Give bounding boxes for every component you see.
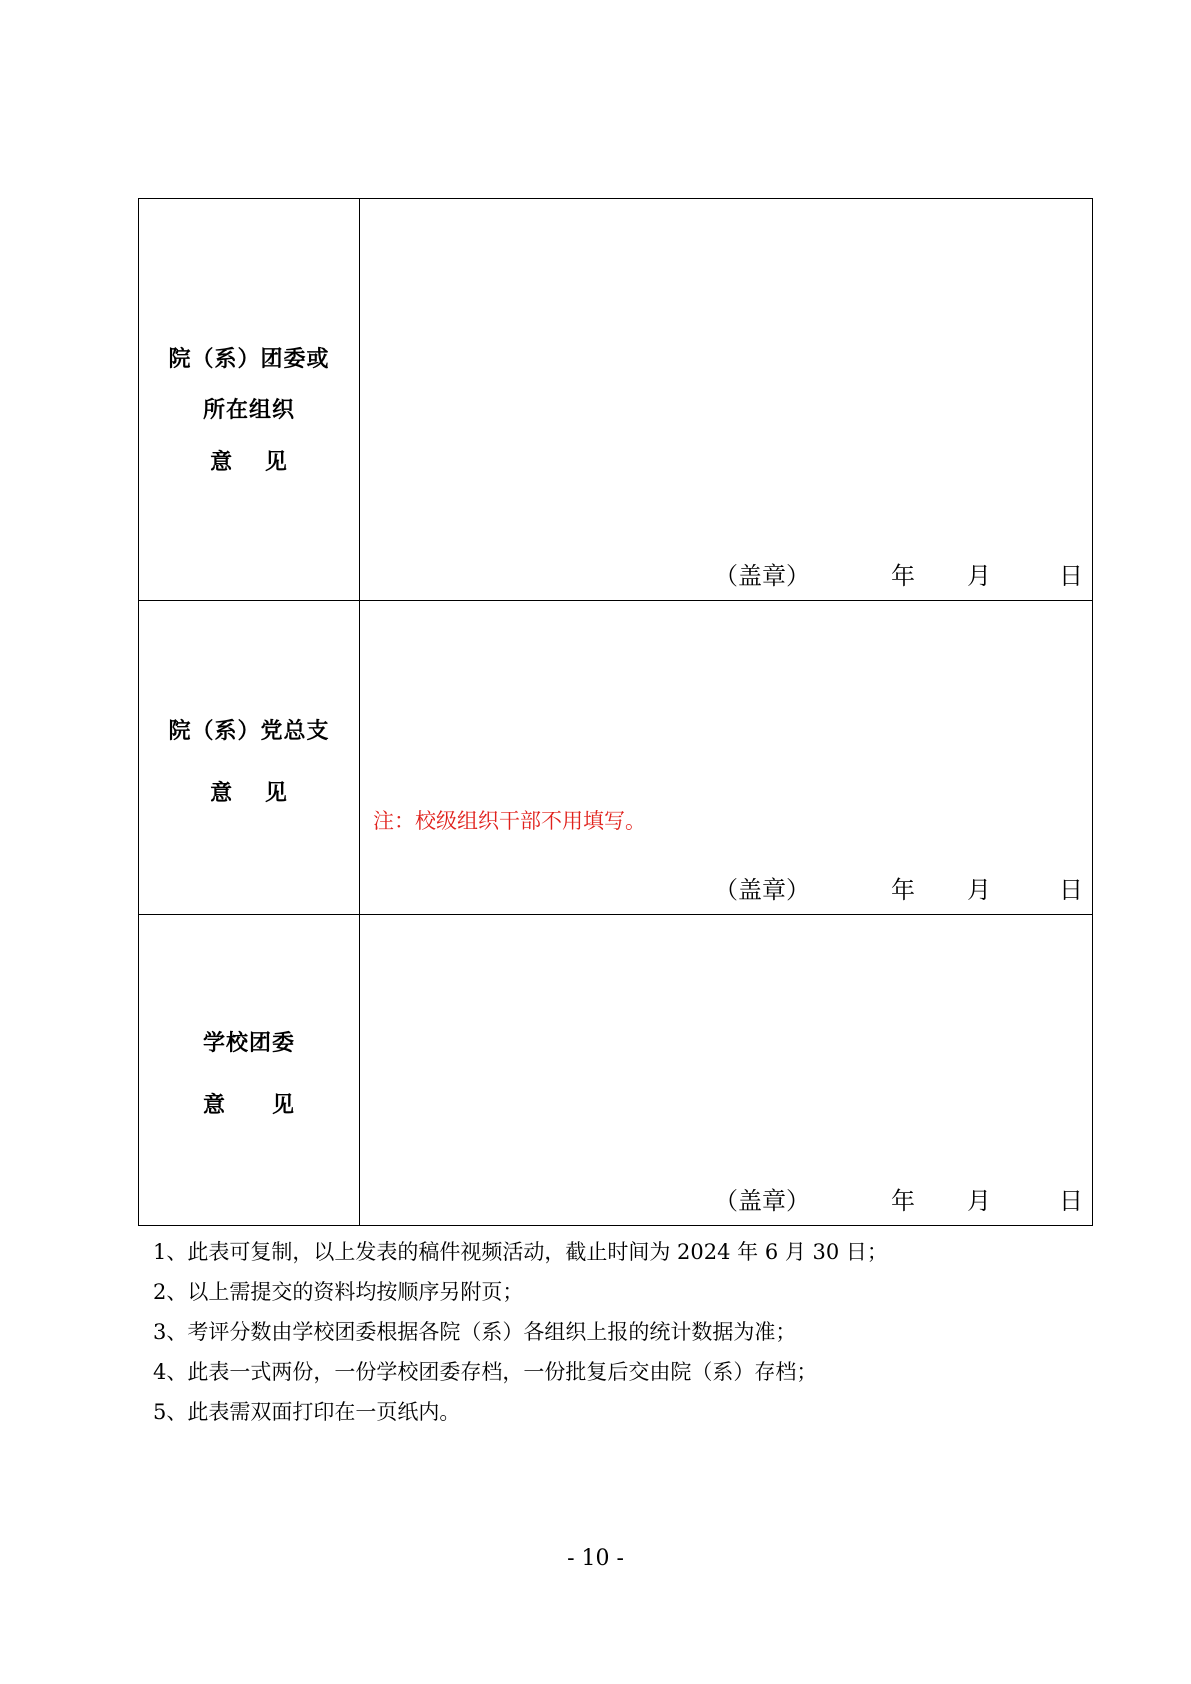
row-label-cell (139, 601, 360, 914)
footnote-item: 2、以上需提交的资料均按顺序另附页； (153, 1280, 524, 1304)
year-label: 年 (891, 562, 915, 590)
approval-form-table (138, 198, 1093, 1226)
footnote-item: 1、此表可复制，以上发表的稿件视频活动，截止时间为 2024 年 6 月 30 日； (153, 1240, 888, 1264)
red-note: 注：校级组织干部不用填写。 (373, 809, 646, 833)
row-label-line: 意 见 (210, 781, 288, 806)
table-row (139, 600, 1092, 914)
day-label: 日 (1059, 876, 1083, 904)
row-label-line: 意 见 (202, 1093, 295, 1118)
opinion-input-area[interactable] (360, 915, 1092, 1225)
seal-date-line (360, 870, 1092, 904)
row-label-line: 所在组织 (202, 398, 295, 423)
row-label-cell (139, 199, 360, 600)
row-label-cell (139, 915, 360, 1225)
year-label: 年 (891, 876, 915, 904)
table-row (139, 199, 1092, 600)
day-label: 日 (1059, 562, 1083, 590)
opinion-input-area[interactable] (360, 199, 1092, 600)
row-label-line: 意 见 (210, 450, 288, 475)
table-row (139, 914, 1092, 1225)
seal-date-line (360, 556, 1092, 590)
footnote-item: 4、此表一式两份，一份学校团委存档，一份批复后交由院（系）存档； (153, 1360, 818, 1384)
footnotes-list (153, 1238, 1053, 1438)
seal-label: （盖章） (714, 876, 810, 904)
month-label: 月 (967, 1187, 991, 1215)
row-label-line: 院（系）党总支 (168, 719, 330, 744)
seal-label: （盖章） (714, 562, 810, 590)
row-label-line: 学校团委 (202, 1031, 295, 1056)
seal-date-line (360, 1181, 1092, 1215)
row-label-line: 院（系）团委或 (168, 347, 330, 372)
footnote-item: 3、考评分数由学校团委根据各院（系）各组织上报的统计数据为准； (153, 1320, 797, 1344)
footnote-item: 5、此表需双面打印在一页纸内。 (153, 1400, 461, 1424)
year-label: 年 (891, 1187, 915, 1215)
page-number: - 10 - (567, 1546, 624, 1571)
seal-label: （盖章） (714, 1187, 810, 1215)
opinion-input-area[interactable] (360, 601, 1092, 914)
day-label: 日 (1059, 1187, 1083, 1215)
month-label: 月 (967, 876, 991, 904)
month-label: 月 (967, 562, 991, 590)
